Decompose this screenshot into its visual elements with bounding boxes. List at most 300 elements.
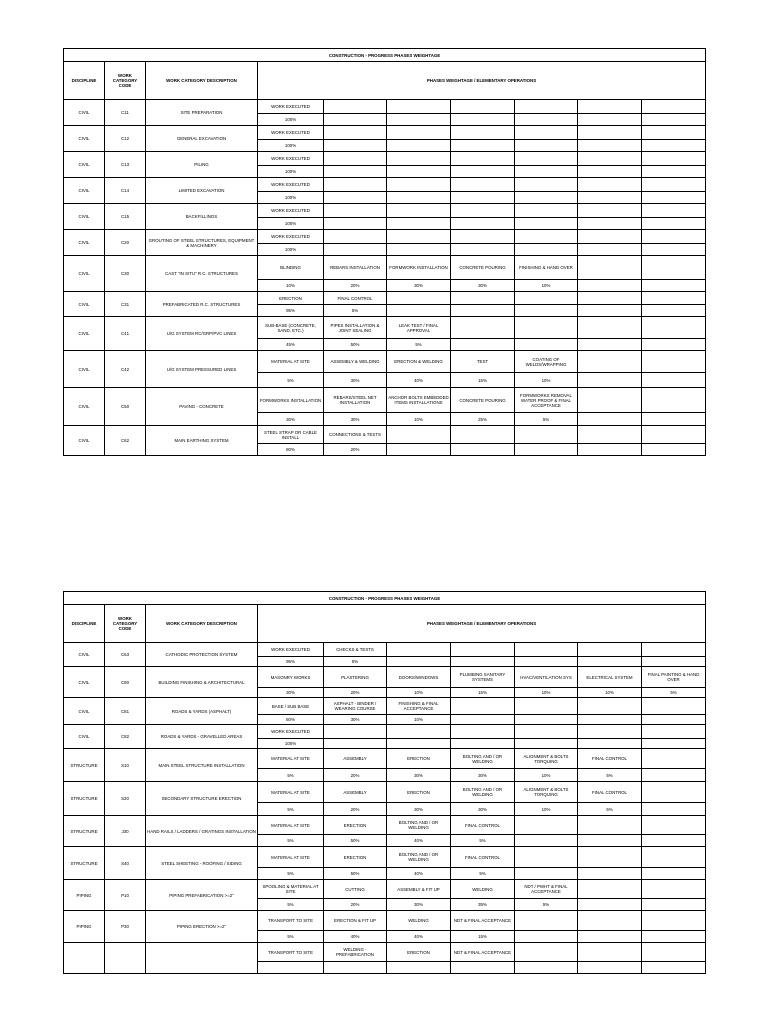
operation-cell: FORMWORK INSTALLATION bbox=[387, 256, 451, 280]
weight-percent-cell bbox=[578, 835, 642, 847]
table-row bbox=[64, 698, 706, 715]
operation-cell: ANCHOR BOLTS EMBEDDED ITEMS INSTALLATIONS bbox=[387, 388, 451, 413]
operation-cell: BOLTING AND / OR WELDING bbox=[451, 749, 515, 769]
work-code-cell bbox=[105, 943, 146, 974]
weight-percent-cell bbox=[387, 218, 451, 230]
table-row bbox=[64, 256, 706, 280]
operation-cell bbox=[515, 847, 578, 868]
operation-cell: ERECTION & WELDING bbox=[387, 351, 451, 373]
work-code-cell: C50 bbox=[105, 388, 146, 426]
weight-percent-cell: 30% bbox=[387, 280, 451, 292]
work-description-cell: PAVING - CONCRETE bbox=[146, 388, 258, 426]
header-discipline: DISCIPLINE bbox=[64, 62, 105, 100]
operation-cell: ALIGNMENT & BOLTS TORQUING bbox=[515, 749, 578, 769]
weight-percent-cell: 30% bbox=[324, 373, 387, 388]
operation-cell bbox=[515, 152, 578, 166]
work-code-cell: P10 bbox=[105, 880, 146, 911]
work-description-cell: U/G SYSTEM PRESSURED LINES bbox=[146, 351, 258, 388]
discipline-cell: CIVIL bbox=[64, 292, 105, 317]
weight-percent-cell bbox=[578, 739, 642, 749]
work-description-cell: PIPING ERECTION >=2" bbox=[146, 911, 258, 943]
operation-cell bbox=[451, 152, 515, 166]
operation-cell bbox=[515, 100, 578, 114]
table-row bbox=[64, 725, 706, 739]
operation-cell: MATERIAL AT SITE bbox=[258, 816, 324, 835]
discipline-cell: CIVIL bbox=[64, 667, 105, 698]
weight-percent-cell bbox=[451, 339, 515, 351]
operation-cell bbox=[387, 178, 451, 192]
weight-percent-cell: 30% bbox=[387, 899, 451, 911]
operation-cell bbox=[578, 816, 642, 835]
weight-percent-cell: 5% bbox=[258, 931, 324, 943]
operation-cell: NDT / PWHT & FINAL ACCEPTANCE bbox=[515, 880, 578, 899]
weight-percent-cell bbox=[387, 192, 451, 204]
operation-cell bbox=[387, 100, 451, 114]
operation-cell bbox=[578, 911, 642, 931]
weight-percent-cell: 95% bbox=[258, 305, 324, 317]
work-description-cell: MAIN STEEL STRUCTURE INSTALLATION bbox=[146, 749, 258, 782]
operation-cell: FINAL CONTROL bbox=[451, 816, 515, 835]
table-row bbox=[64, 351, 706, 373]
operation-cell bbox=[642, 749, 706, 769]
operation-cell bbox=[578, 204, 642, 218]
operation-cell: WORK EXECUTED bbox=[258, 230, 324, 244]
weightage-table-2 bbox=[63, 591, 706, 974]
operation-cell bbox=[451, 698, 515, 715]
operation-cell bbox=[578, 725, 642, 739]
table-row bbox=[64, 782, 706, 803]
weight-percent-cell bbox=[258, 962, 324, 974]
weight-percent-cell bbox=[387, 114, 451, 126]
weight-percent-cell bbox=[578, 444, 642, 456]
operation-cell bbox=[578, 317, 642, 339]
work-description-cell: GROUTING OF STEEL STRUCTURES, EQUIPMENT & MACHINERY bbox=[146, 230, 258, 256]
operation-cell bbox=[387, 725, 451, 739]
operation-cell: LEAK TEST / FINAL APPROVAL bbox=[387, 317, 451, 339]
weight-percent-cell bbox=[642, 803, 706, 816]
operation-cell bbox=[451, 292, 515, 305]
work-code-cell: S40 bbox=[105, 847, 146, 880]
operation-cell bbox=[387, 426, 451, 444]
operation-cell: WORK EXECUTED bbox=[258, 152, 324, 166]
weight-percent-cell bbox=[642, 244, 706, 256]
operation-cell bbox=[515, 725, 578, 739]
weight-percent-cell: 10% bbox=[578, 688, 642, 698]
weight-percent-cell bbox=[642, 339, 706, 351]
weight-percent-cell bbox=[324, 218, 387, 230]
operation-cell bbox=[515, 178, 578, 192]
operation-cell: WORK EXECUTED bbox=[258, 100, 324, 114]
table-row bbox=[64, 943, 706, 962]
weight-percent-cell: 10% bbox=[515, 280, 578, 292]
weight-percent-cell bbox=[324, 114, 387, 126]
weight-percent-cell: 95% bbox=[258, 657, 324, 667]
operation-cell bbox=[515, 698, 578, 715]
operation-cell: FINAL CONTROL bbox=[324, 292, 387, 305]
weight-percent-cell: 5% bbox=[324, 305, 387, 317]
weight-percent-cell bbox=[578, 166, 642, 178]
discipline-cell: CIVIL bbox=[64, 351, 105, 388]
work-code-cell: C31 bbox=[105, 292, 146, 317]
weight-percent-cell bbox=[578, 715, 642, 725]
table-row bbox=[64, 100, 706, 114]
operation-cell bbox=[642, 388, 706, 413]
weight-percent-cell: 100% bbox=[258, 218, 324, 230]
table-row bbox=[64, 749, 706, 769]
weight-percent-cell: 5% bbox=[451, 868, 515, 880]
weight-percent-cell: 30% bbox=[324, 715, 387, 725]
weight-percent-cell: 100% bbox=[258, 244, 324, 256]
discipline-cell: CIVIL bbox=[64, 388, 105, 426]
operation-cell: ERECTION & FIT UP bbox=[324, 911, 387, 931]
weight-percent-cell bbox=[515, 218, 578, 230]
operation-cell: BOLTING AND / OR WELDING bbox=[387, 847, 451, 868]
weight-percent-cell bbox=[642, 657, 706, 667]
weight-percent-cell bbox=[642, 305, 706, 317]
weight-percent-cell: 5% bbox=[324, 657, 387, 667]
weight-percent-cell bbox=[578, 192, 642, 204]
weight-percent-cell: 20% bbox=[324, 769, 387, 782]
discipline-cell: CIVIL bbox=[64, 256, 105, 292]
weight-percent-cell: 40% bbox=[387, 931, 451, 943]
table-row bbox=[64, 426, 706, 444]
operation-cell bbox=[578, 292, 642, 305]
operation-cell: BOLTING AND / OR WELDING bbox=[387, 816, 451, 835]
operation-cell bbox=[451, 204, 515, 218]
weight-percent-cell bbox=[578, 280, 642, 292]
operation-cell bbox=[642, 911, 706, 931]
weight-percent-cell: 5% bbox=[451, 835, 515, 847]
operation-cell bbox=[451, 230, 515, 244]
operation-cell: HVAC/VENTILATION SYS bbox=[515, 667, 578, 688]
work-code-cell: J30 bbox=[105, 816, 146, 847]
weight-percent-cell bbox=[578, 413, 642, 426]
operation-cell: SPOOLING & MATERIAL AT SITE bbox=[258, 880, 324, 899]
weight-percent-cell bbox=[578, 114, 642, 126]
discipline-cell: STRUCTURE bbox=[64, 847, 105, 880]
weight-percent-cell: 25% bbox=[451, 413, 515, 426]
discipline-cell: CIVIL bbox=[64, 317, 105, 351]
weight-percent-cell: 5% bbox=[515, 413, 578, 426]
operation-cell: BOLTING AND / OR WELDING bbox=[451, 782, 515, 803]
discipline-cell: CIVIL bbox=[64, 230, 105, 256]
operation-cell bbox=[515, 643, 578, 657]
weight-percent-cell bbox=[387, 739, 451, 749]
header-work-category-code: WORK CATEGORY CODE bbox=[105, 62, 146, 100]
operation-cell bbox=[642, 152, 706, 166]
weight-percent-cell bbox=[451, 192, 515, 204]
operation-cell bbox=[451, 178, 515, 192]
operation-cell: ASSEMBLY bbox=[324, 749, 387, 769]
operation-cell bbox=[642, 847, 706, 868]
operation-cell bbox=[515, 816, 578, 835]
table-row bbox=[64, 847, 706, 868]
weight-percent-cell bbox=[642, 739, 706, 749]
weight-percent-cell bbox=[324, 244, 387, 256]
weight-percent-cell bbox=[451, 140, 515, 152]
operation-cell bbox=[451, 100, 515, 114]
weight-percent-cell: 10% bbox=[258, 280, 324, 292]
operation-cell: FINISHING & HAND OVER bbox=[515, 256, 578, 280]
discipline-cell: CIVIL bbox=[64, 698, 105, 725]
weight-percent-cell: 40% bbox=[387, 868, 451, 880]
work-code-cell: C63 bbox=[105, 643, 146, 667]
operation-cell bbox=[387, 292, 451, 305]
operation-cell bbox=[578, 230, 642, 244]
operation-cell bbox=[642, 816, 706, 835]
operation-cell: WELDING - PREFABRICATION bbox=[324, 943, 387, 962]
work-description-cell: LIMITED EXCAVATION bbox=[146, 178, 258, 204]
weight-percent-cell bbox=[578, 657, 642, 667]
operation-cell: ASSEMBLY & FIT UP bbox=[387, 880, 451, 899]
discipline-cell: STRUCTURE bbox=[64, 816, 105, 847]
work-code-cell: C15 bbox=[105, 204, 146, 230]
weight-percent-cell bbox=[387, 444, 451, 456]
discipline-cell: PIPING bbox=[64, 911, 105, 943]
operation-cell: ERECTION bbox=[258, 292, 324, 305]
operation-cell bbox=[324, 230, 387, 244]
discipline-cell: CIVIL bbox=[64, 204, 105, 230]
operation-cell: NDT & FINAL ACCEPTANCE bbox=[451, 943, 515, 962]
table-row bbox=[64, 292, 706, 305]
operation-cell: FINAL PAINTING & HAND OVER bbox=[642, 667, 706, 688]
work-description-cell: MAIN EARTHING SYSTEM bbox=[146, 426, 258, 456]
weight-percent-cell bbox=[515, 305, 578, 317]
operation-cell bbox=[515, 943, 578, 962]
operation-cell: MATERIAL AT SITE bbox=[258, 782, 324, 803]
weight-percent-cell: 50% bbox=[324, 339, 387, 351]
table-title: CONSTRUCTION - PROGRESS PHASES WEIGHTAGE bbox=[64, 49, 706, 62]
weight-percent-cell bbox=[515, 192, 578, 204]
operation-cell bbox=[578, 152, 642, 166]
operation-cell: PLUMBING SANITARY SYSTEMS bbox=[451, 667, 515, 688]
operation-cell: FINAL CONTROL bbox=[451, 847, 515, 868]
work-code-cell: S10 bbox=[105, 749, 146, 782]
weight-percent-cell: 10% bbox=[515, 373, 578, 388]
operation-cell: STEEL STRAP OR CABLE INSTALL bbox=[258, 426, 324, 444]
operation-cell: ERECTION bbox=[387, 782, 451, 803]
weight-percent-cell bbox=[515, 114, 578, 126]
weight-percent-cell bbox=[451, 114, 515, 126]
operation-cell: WORK EXECUTED bbox=[258, 126, 324, 140]
operation-cell bbox=[642, 782, 706, 803]
work-description-cell: U/G SYSTEM RC/GRP/PVC LINES bbox=[146, 317, 258, 351]
operation-cell bbox=[324, 100, 387, 114]
weight-percent-cell bbox=[451, 218, 515, 230]
operation-cell bbox=[451, 725, 515, 739]
operation-cell bbox=[642, 292, 706, 305]
operation-cell bbox=[451, 426, 515, 444]
operation-cell: BASE / SUB BASE bbox=[258, 698, 324, 715]
weight-percent-cell bbox=[515, 339, 578, 351]
operation-cell: REBARS INSTALLATION bbox=[324, 256, 387, 280]
weight-percent-cell: 30% bbox=[324, 413, 387, 426]
weight-percent-cell bbox=[642, 413, 706, 426]
weight-percent-cell: 5% bbox=[642, 688, 706, 698]
weight-percent-cell bbox=[324, 192, 387, 204]
weight-percent-cell bbox=[642, 868, 706, 880]
weight-percent-cell: 100% bbox=[258, 166, 324, 178]
work-description-cell: PREFABRICATED R.C. STRUCTURES bbox=[146, 292, 258, 317]
weight-percent-cell: 5% bbox=[578, 769, 642, 782]
operation-cell: MATERIAL AT SITE bbox=[258, 847, 324, 868]
table-row bbox=[64, 204, 706, 218]
operation-cell bbox=[515, 126, 578, 140]
header-phases-weightage: PHASES WEIGHTAGE / ELEMENTARY OPERATIONS bbox=[258, 62, 706, 100]
work-code-cell: C82 bbox=[105, 725, 146, 749]
weight-percent-cell bbox=[642, 280, 706, 292]
table-row bbox=[64, 178, 706, 192]
operation-cell: TRANSPORT TO SITE bbox=[258, 943, 324, 962]
weight-percent-cell bbox=[642, 140, 706, 152]
operation-cell: ERECTION bbox=[387, 749, 451, 769]
discipline-cell: CIVIL bbox=[64, 152, 105, 178]
discipline-cell: CIVIL bbox=[64, 100, 105, 126]
work-code-cell: C42 bbox=[105, 351, 146, 388]
operation-cell bbox=[515, 204, 578, 218]
weight-percent-cell bbox=[578, 140, 642, 152]
operation-cell: ERECTION bbox=[324, 847, 387, 868]
weight-percent-cell bbox=[578, 962, 642, 974]
work-description-cell: CAST "IN SITU" R.C. STRUCTURES bbox=[146, 256, 258, 292]
weight-percent-cell bbox=[578, 305, 642, 317]
header-work-category-description: WORK CATEGORY DESCRIPTION bbox=[146, 605, 258, 643]
operation-cell bbox=[578, 847, 642, 868]
operation-cell: ASPHALT - BINDER / WEARING COURSE bbox=[324, 698, 387, 715]
operation-cell: TEST bbox=[451, 351, 515, 373]
work-code-cell: C14 bbox=[105, 178, 146, 204]
work-code-cell: C62 bbox=[105, 426, 146, 456]
operation-cell bbox=[387, 230, 451, 244]
work-description-cell: BACKFILLINGS bbox=[146, 204, 258, 230]
weight-percent-cell bbox=[578, 244, 642, 256]
weight-percent-cell: 20% bbox=[324, 899, 387, 911]
operation-cell: ALIGNMENT & BOLTS TORQUING bbox=[515, 782, 578, 803]
operation-cell: MATERIAL AT SITE bbox=[258, 749, 324, 769]
weight-percent-cell: 30% bbox=[387, 803, 451, 816]
weight-percent-cell: 20% bbox=[324, 688, 387, 698]
operation-cell: CONCRETE POURING bbox=[451, 388, 515, 413]
header-work-category-code: WORK CATEGORY CODE bbox=[105, 605, 146, 643]
table-row bbox=[64, 816, 706, 835]
weight-percent-cell: 30% bbox=[258, 413, 324, 426]
operation-cell: WORK EXECUTED bbox=[258, 725, 324, 739]
operation-cell: MATERIAL AT SITE bbox=[258, 351, 324, 373]
operation-cell bbox=[642, 725, 706, 739]
weight-percent-cell bbox=[642, 769, 706, 782]
operation-cell: WELDING bbox=[387, 911, 451, 931]
work-code-cell: C12 bbox=[105, 126, 146, 152]
operation-cell bbox=[578, 388, 642, 413]
weight-percent-cell: 10% bbox=[387, 688, 451, 698]
operation-cell bbox=[515, 230, 578, 244]
weight-percent-cell bbox=[387, 166, 451, 178]
operation-cell bbox=[451, 126, 515, 140]
weight-percent-cell bbox=[324, 962, 387, 974]
operation-cell bbox=[387, 643, 451, 657]
weight-percent-cell: 40% bbox=[387, 373, 451, 388]
operation-cell bbox=[578, 100, 642, 114]
weight-percent-cell bbox=[387, 657, 451, 667]
work-description-cell: SITE PREPARATION bbox=[146, 100, 258, 126]
weight-percent-cell: 5% bbox=[387, 339, 451, 351]
operation-cell: WORK EXECUTED bbox=[258, 178, 324, 192]
operation-cell bbox=[324, 152, 387, 166]
operation-cell bbox=[642, 126, 706, 140]
operation-cell: FORMWORKS REMOVAL WATER PROOF & FINAL ACCEPTANCE bbox=[515, 388, 578, 413]
weight-percent-cell: 50% bbox=[324, 868, 387, 880]
weight-percent-cell bbox=[451, 244, 515, 256]
operation-cell: FINAL CONTROL bbox=[578, 749, 642, 769]
work-code-cell: C20 bbox=[105, 230, 146, 256]
weight-percent-cell: 10% bbox=[515, 803, 578, 816]
operation-cell: MASONRY WORKS bbox=[258, 667, 324, 688]
weight-percent-cell bbox=[642, 192, 706, 204]
weight-percent-cell: 30% bbox=[451, 803, 515, 816]
operation-cell bbox=[387, 152, 451, 166]
operation-cell bbox=[451, 317, 515, 339]
discipline-cell: CIVIL bbox=[64, 725, 105, 749]
weight-percent-cell: 5% bbox=[258, 899, 324, 911]
weight-percent-cell: 30% bbox=[451, 769, 515, 782]
table-row bbox=[64, 667, 706, 688]
header-phases-weightage: PHASES WEIGHTAGE / ELEMENTARY OPERATIONS bbox=[258, 605, 706, 643]
table-row bbox=[64, 152, 706, 166]
operation-cell bbox=[642, 204, 706, 218]
table-row bbox=[64, 126, 706, 140]
operation-cell bbox=[578, 126, 642, 140]
weight-percent-cell bbox=[451, 739, 515, 749]
table-row bbox=[64, 643, 706, 657]
operation-cell: COATING OF WELDS/WRAPPING bbox=[515, 351, 578, 373]
operation-cell: CONNECTIONS & TESTS bbox=[324, 426, 387, 444]
weight-percent-cell: 5% bbox=[258, 835, 324, 847]
operation-cell bbox=[642, 880, 706, 899]
work-code-cell: C13 bbox=[105, 152, 146, 178]
weight-percent-cell bbox=[451, 166, 515, 178]
weight-percent-cell: 30% bbox=[451, 280, 515, 292]
operation-cell: FINISHING & FINAL ACCEPTANCE bbox=[387, 698, 451, 715]
weight-percent-cell: 50% bbox=[324, 835, 387, 847]
weight-percent-cell bbox=[642, 835, 706, 847]
operation-cell bbox=[578, 698, 642, 715]
operation-cell bbox=[324, 204, 387, 218]
operation-cell: WORK EXECUTED bbox=[258, 204, 324, 218]
weight-percent-cell bbox=[515, 715, 578, 725]
operation-cell: ELECTRICAL SYSTEM bbox=[578, 667, 642, 688]
weight-percent-cell: 5% bbox=[258, 373, 324, 388]
table-row bbox=[64, 911, 706, 931]
weight-percent-cell: 15% bbox=[451, 373, 515, 388]
operation-cell: SUB-BASE (CONCRETE, SAND, ETC.) bbox=[258, 317, 324, 339]
weight-percent-cell bbox=[515, 166, 578, 178]
weight-percent-cell: 5% bbox=[258, 868, 324, 880]
operation-cell bbox=[578, 351, 642, 373]
weight-percent-cell bbox=[324, 739, 387, 749]
work-description-cell: SECONDARY STRUCTURE ERECTION bbox=[146, 782, 258, 816]
work-description-cell: ROADS & YARDS - GRAVELLED AREAS bbox=[146, 725, 258, 749]
operation-cell bbox=[642, 178, 706, 192]
weight-percent-cell: 100% bbox=[258, 114, 324, 126]
discipline-cell: STRUCTURE bbox=[64, 749, 105, 782]
weight-percent-cell: 20% bbox=[324, 444, 387, 456]
weight-percent-cell bbox=[387, 962, 451, 974]
operation-cell: DOORS/WINDOWS bbox=[387, 667, 451, 688]
weight-percent-cell bbox=[387, 305, 451, 317]
operation-cell bbox=[324, 126, 387, 140]
header-work-category-description: WORK CATEGORY DESCRIPTION bbox=[146, 62, 258, 100]
weight-percent-cell bbox=[578, 373, 642, 388]
